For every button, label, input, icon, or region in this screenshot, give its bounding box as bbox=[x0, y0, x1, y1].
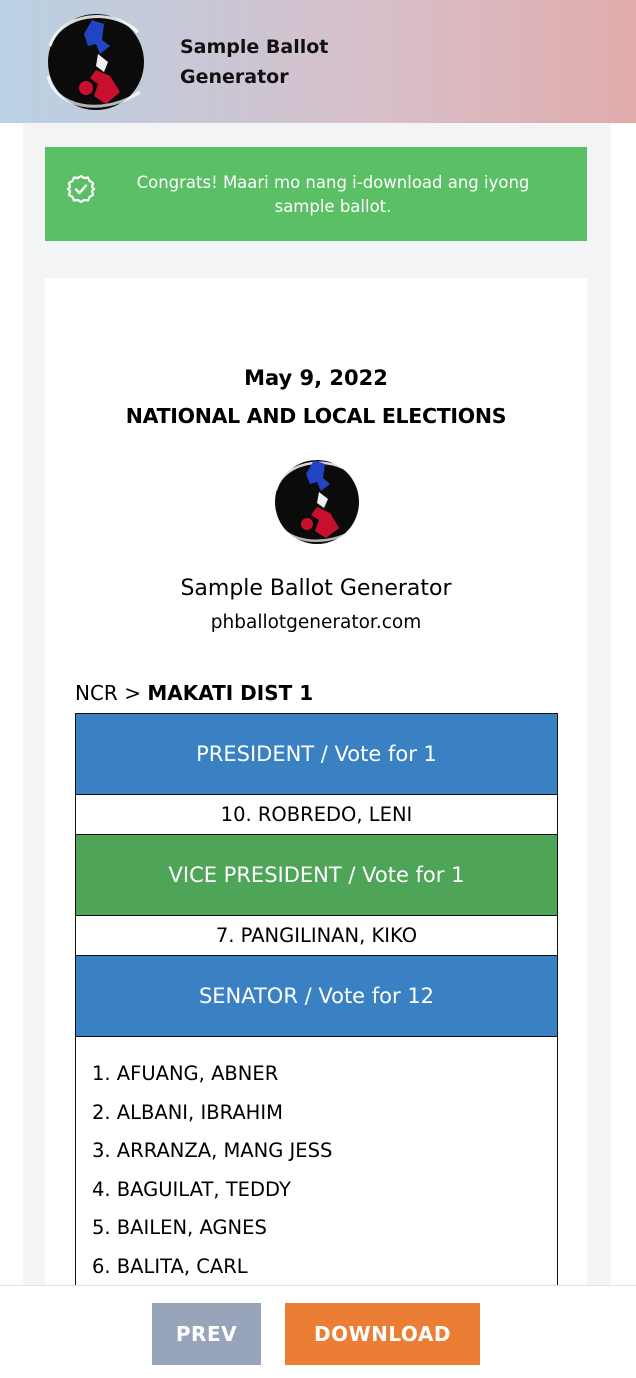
check-circle-icon bbox=[65, 173, 97, 205]
brand-line-1: Sample Ballot bbox=[180, 36, 329, 58]
left-gutter bbox=[0, 123, 23, 1378]
success-alert bbox=[45, 147, 587, 241]
list-item: 4. BAGUILAT, TEDDY bbox=[92, 1177, 291, 1201]
ballot-logo bbox=[264, 450, 370, 550]
download-button[interactable]: DOWNLOAD bbox=[285, 1303, 480, 1365]
election-date: May 9, 2022 bbox=[244, 366, 388, 390]
philippines-map-icon bbox=[264, 450, 370, 550]
candidate-president: 10. ROBREDO, LENI bbox=[76, 795, 557, 835]
position-president: PRESIDENT / Vote for 1 bbox=[76, 714, 557, 795]
list-item: 1. AFUANG, ABNER bbox=[92, 1062, 279, 1085]
list-item: 5. BAILEN, AGNES bbox=[92, 1216, 267, 1239]
prev-button[interactable]: PREV bbox=[152, 1303, 261, 1365]
breadcrumb-district: MAKATI DIST 1 bbox=[147, 681, 314, 705]
alert-message: Congrats! Maari mo nang i-download ang iyong sample ballot. bbox=[136, 173, 530, 216]
ballot-table bbox=[75, 713, 558, 1318]
app-logo[interactable] bbox=[40, 6, 152, 118]
right-gutter bbox=[611, 123, 636, 1378]
election-title: NATIONAL AND LOCAL ELECTIONS bbox=[125, 404, 507, 428]
app-header bbox=[0, 0, 636, 123]
list-item: 2. ALBANI, IBRAHIM bbox=[92, 1100, 283, 1124]
breadcrumb bbox=[75, 681, 313, 705]
philippines-map-icon bbox=[40, 6, 152, 118]
candidate-vice-president: 7. PANGILINAN, KIKO bbox=[76, 916, 557, 956]
sample-ballot bbox=[45, 278, 587, 1318]
senator-list bbox=[76, 1037, 557, 1317]
position-senator: SENATOR / Vote for 12 bbox=[76, 956, 557, 1037]
list-item: 3. ARRANZA, MANG JESS bbox=[92, 1139, 333, 1162]
brand-title bbox=[180, 32, 380, 92]
position-vice-president: VICE PRESIDENT / Vote for 1 bbox=[76, 835, 557, 916]
list-item: 6. BALITA, CARL bbox=[92, 1254, 248, 1278]
brand-line-2: Generator bbox=[180, 66, 289, 88]
action-footer bbox=[0, 1285, 636, 1378]
ballot-url: phballotgenerator.com bbox=[210, 612, 422, 633]
breadcrumb-separator: > bbox=[124, 681, 141, 705]
breadcrumb-region: NCR bbox=[75, 681, 118, 705]
ballot-brand: Sample Ballot Generator bbox=[180, 576, 452, 601]
